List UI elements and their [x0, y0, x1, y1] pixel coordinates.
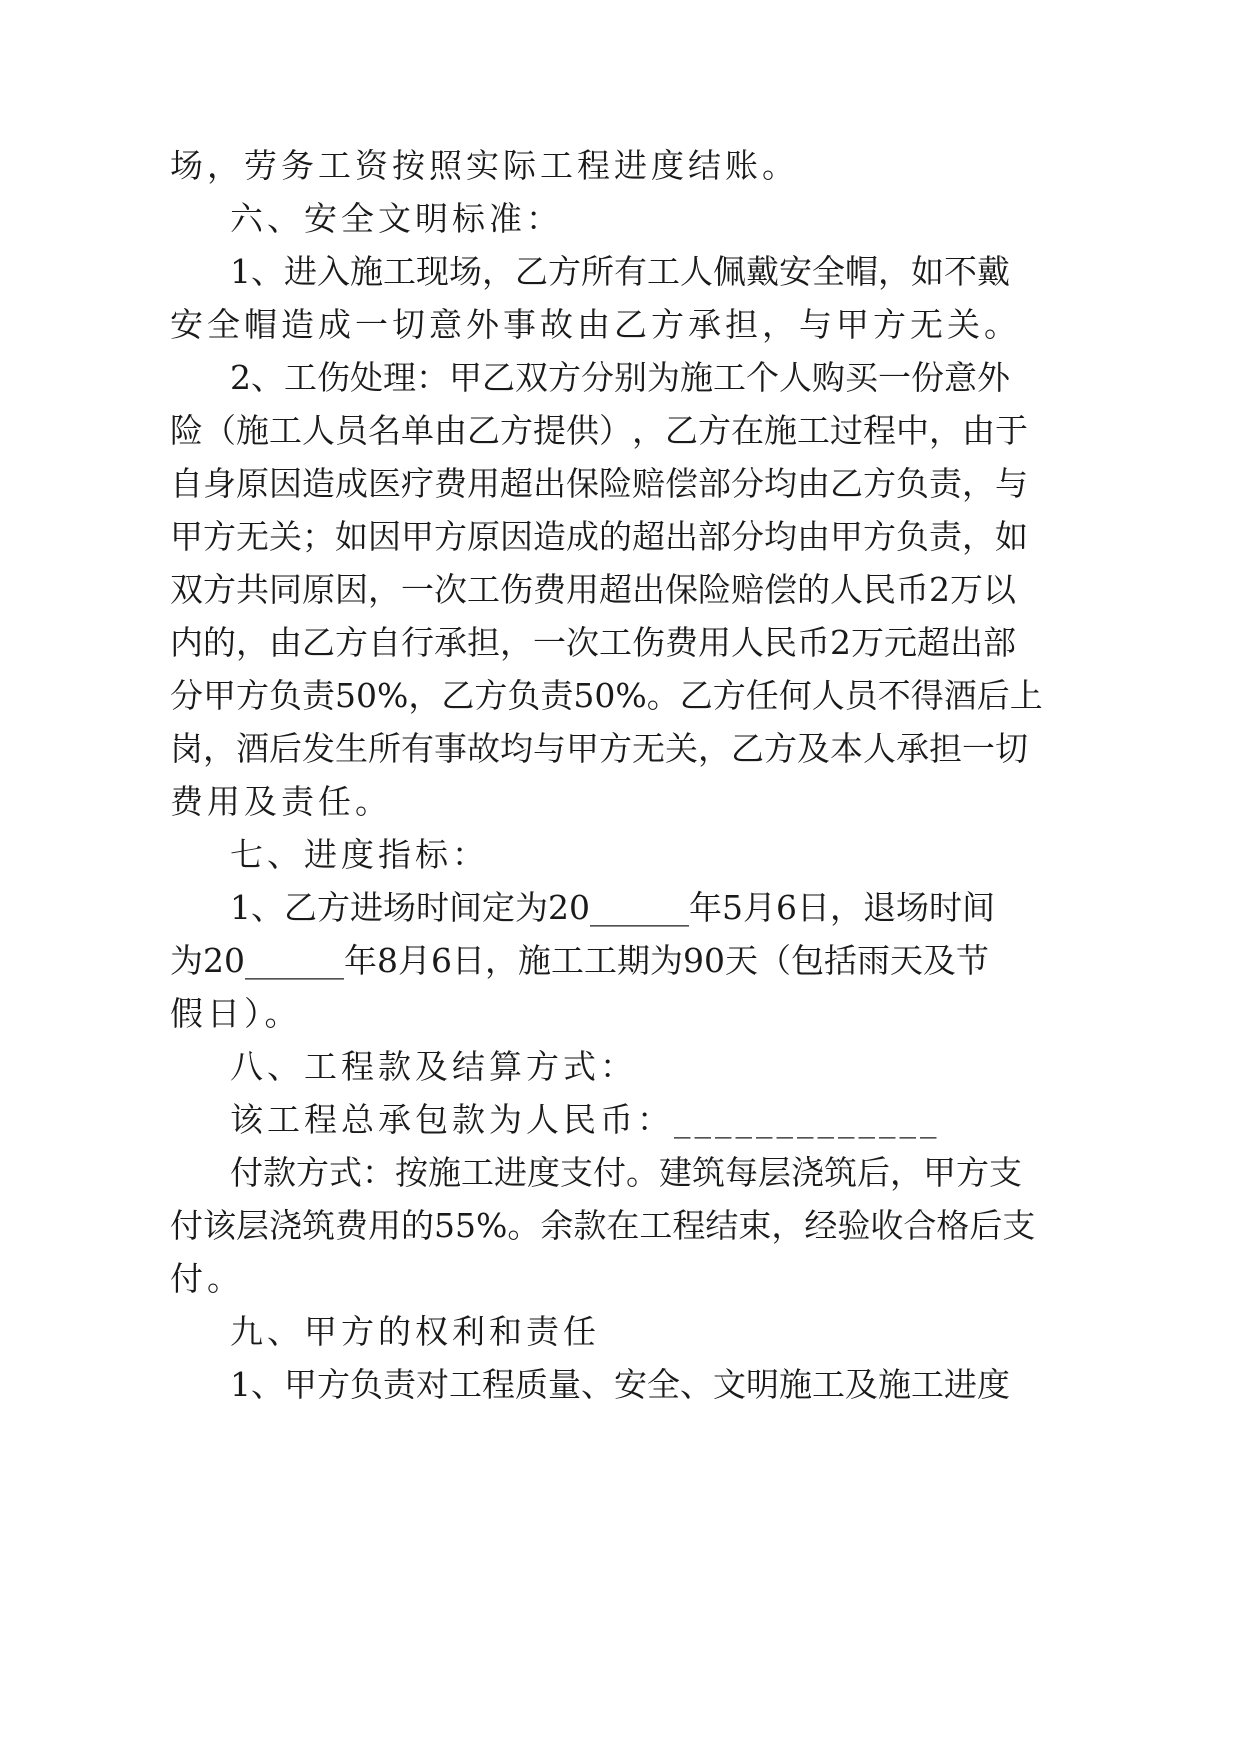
text-line: 该工程总承包款为人民币：_____________ [230, 1100, 941, 1139]
text-line: 付 该 层 浇 筑 费 用 的 55% 。 余 款 在 工 程 结 束 ， 经 验 收 合 格 后 支 [170, 1206, 1036, 1245]
text-line: 付 款 方 式 ： 按 施 工 进 度 支 付 。 建 筑 每 层 浇 筑 后 ， 甲 方 支 [230, 1153, 1022, 1192]
text-line: 付。 [170, 1259, 244, 1298]
text-line: 岗 ， 酒 后 发 生 所 有 事 故 均 与 甲 方 无 关 ， 乙 方 及 本 人 承 担 一 切 [170, 729, 1028, 768]
text-line: 甲 方 无 关 ； 如 因 甲 方 原 因 造 成 的 超 出 部 分 均 由 甲 方 负 责 ， 如 [170, 517, 1028, 556]
text-line: 1 、 甲 方 负 责 对 工 程 质 量 、 安 全 、 文 明 施 工 及 施 工 进 度 [230, 1365, 1010, 1404]
text-line: 自 身 原 因 造 成 医 疗 费 用 超 出 保 险 赔 偿 部 分 均 由 乙 方 负 责 ， 与 [170, 464, 1028, 503]
section-heading: 九、甲方的权利和责任 [230, 1312, 600, 1351]
text-line: 场，劳务工资按照实际工程进度结账。 [170, 146, 799, 185]
section-heading: 六、安全文明标准： [230, 199, 563, 238]
text-line: 内 的 ， 由 乙 方 自 行 承 担 ， 一 次 工 伤 费 用 人 民 币 2 万 元 超 出 部 [170, 623, 1016, 662]
text-line: 假日）。 [170, 994, 302, 1033]
text-line: 1 、 乙 方 进 场 时 间 定 为 20______ 年 5 月 6 日 ， 退 场 时 间 [230, 888, 995, 927]
text-line: 1 、 进 入 施 工 现 场 ， 乙 方 所 有 工 人 佩 戴 安 全 帽 ， 如 不 戴 [230, 252, 1010, 291]
text-line: 险 （ 施 工 人 员 名 单 由 乙 方 提 供 ） ， 乙 方 在 施 工 过 程 中 ， 由 于 [170, 411, 1028, 450]
section-heading: 七、进度指标： [230, 835, 489, 874]
text-line: 费用及责任。 [170, 782, 392, 821]
text-line: 安全帽造成一切意外事故由乙方承担，与甲方无关。 [170, 305, 1021, 344]
text-line: 为 20______ 年 8 月 6 日 ， 施 工 工 期 为 90 天 （ 包 括 雨 天 及 节 [170, 941, 989, 980]
text-line: 2 、 工 伤 处 理 ： 甲 乙 双 方 分 别 为 施 工 个 人 购 买 一 份 意 外 [230, 358, 1010, 397]
text-line: 分 甲 方 负 责 50% ， 乙 方 负 责 50% 。 乙 方 任 何 人 员 不 得 酒 后 上 [170, 676, 1043, 715]
text-line: 双 方 共 同 原 因 ， 一 次 工 伤 费 用 超 出 保 险 赔 偿 的 人 民 币 2 万 以 [170, 570, 1016, 609]
section-heading: 八、工程款及结算方式： [230, 1047, 637, 1086]
